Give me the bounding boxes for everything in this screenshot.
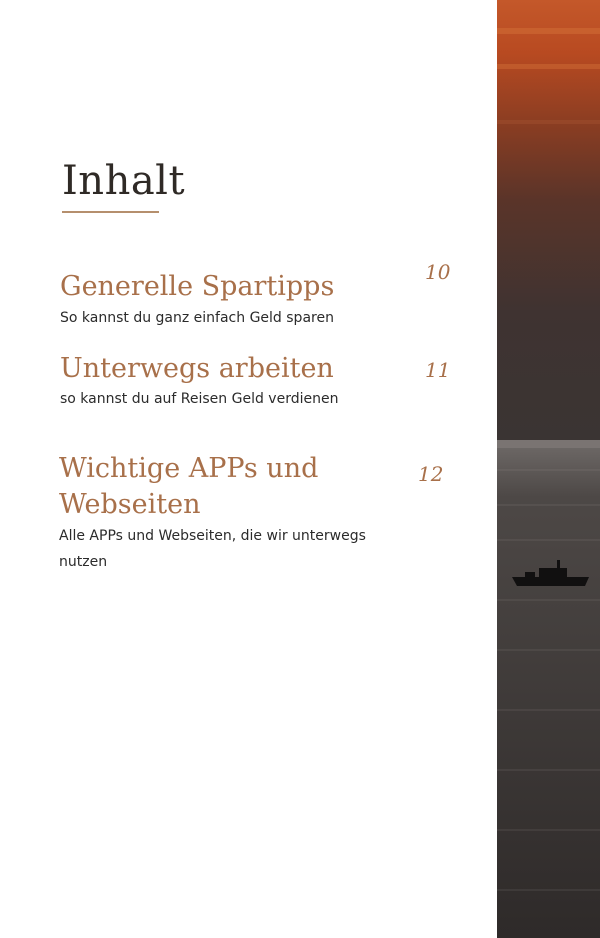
sunset-sea-boat-image-svg bbox=[497, 0, 600, 938]
toc-entry-title-3-line-1[interactable]: Wichtige APPs und bbox=[59, 453, 319, 484]
toc-entry-subtitle-1: So kannst du ganz einfach Geld sparen bbox=[60, 310, 334, 326]
toc-entry-title-3-line-2[interactable]: Webseiten bbox=[59, 489, 201, 520]
title-underline bbox=[62, 211, 159, 213]
toc-entry-subtitle-2: so kannst du auf Reisen Geld verdienen bbox=[60, 391, 339, 407]
toc-entry-subtitle-3-line-1: Alle APPs und Webseiten, die wir unterwegs bbox=[59, 528, 366, 544]
page-title: Inhalt bbox=[62, 158, 186, 204]
toc-entry-page-1[interactable]: 10 bbox=[425, 260, 451, 284]
toc-entry-subtitle-3-line-2: nutzen bbox=[59, 554, 108, 570]
toc-entry-page-3[interactable]: 12 bbox=[418, 462, 444, 486]
toc-entry-title-2[interactable]: Unterwegs arbeiten bbox=[60, 353, 334, 384]
toc-entry-page-2[interactable]: 11 bbox=[425, 358, 451, 382]
toc-entry-title-1[interactable]: Generelle Spartipps bbox=[60, 271, 335, 302]
sunset-sea-boat-image bbox=[497, 0, 600, 938]
